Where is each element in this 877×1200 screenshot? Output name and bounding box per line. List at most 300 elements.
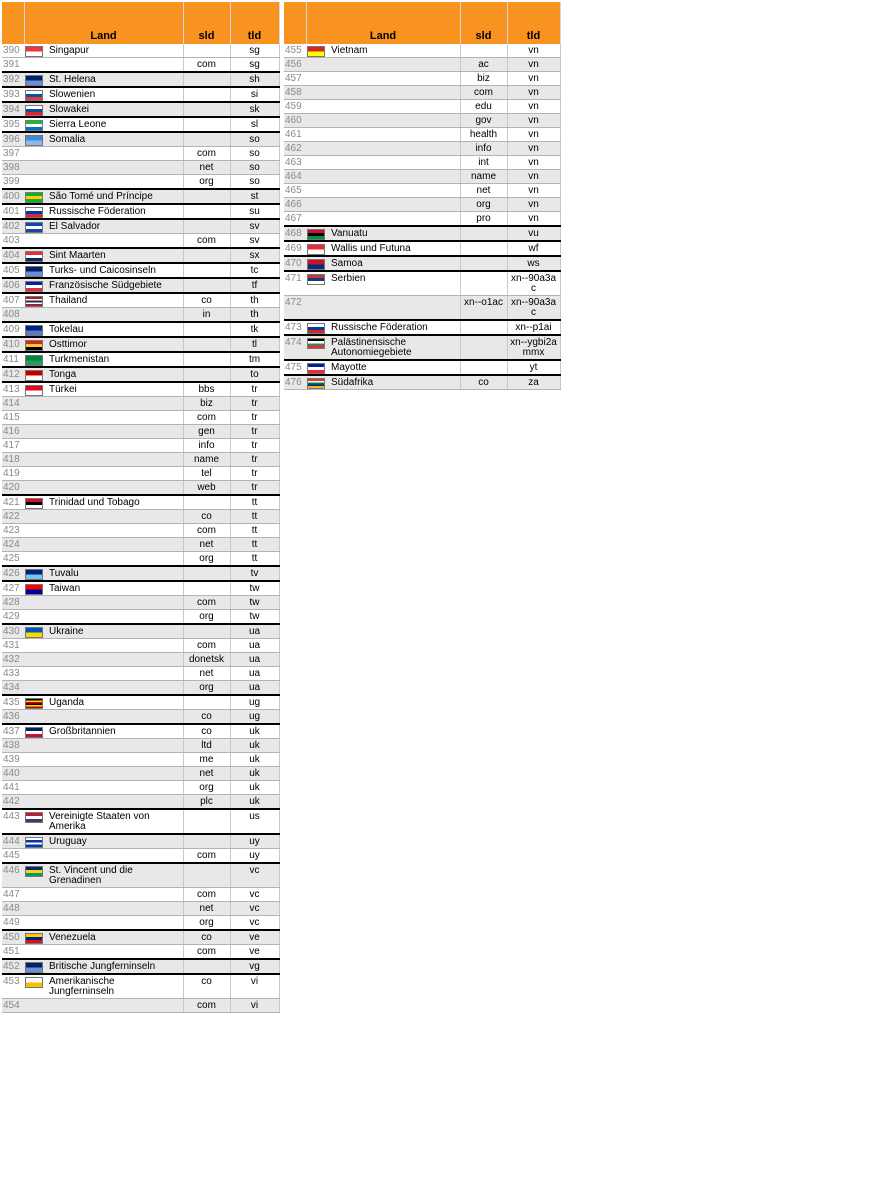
row-number: 390 (2, 44, 24, 58)
row-number: 435 (2, 695, 24, 710)
tld-value: sv (230, 219, 279, 234)
country-name: St. Helena (48, 72, 183, 87)
tld-value: uk (230, 795, 279, 810)
header-sld: sld (183, 2, 230, 44)
flag-si-icon (25, 90, 43, 101)
flag-cell (306, 86, 330, 100)
flag-tf-icon (25, 281, 43, 292)
table-row (2, 653, 279, 667)
table-row (2, 624, 279, 639)
table-row (2, 234, 279, 249)
country-name: Vanuatu (330, 226, 460, 241)
sld-value: com (183, 888, 230, 902)
country-name (48, 667, 183, 681)
sld-value: net (460, 184, 507, 198)
country-name: Tokelau (48, 322, 183, 337)
table-row (2, 999, 279, 1013)
country-name (48, 175, 183, 190)
flag-tt-icon (25, 498, 43, 509)
row-number: 456 (284, 58, 306, 72)
flag-cell (24, 293, 48, 308)
table-row (2, 610, 279, 625)
flag-cell (24, 322, 48, 337)
sld-value: ac (460, 58, 507, 72)
flag-cell (24, 795, 48, 810)
table-end (284, 390, 560, 391)
tld-value: th (230, 293, 279, 308)
country-name (330, 296, 460, 321)
table-row (284, 86, 560, 100)
sld-value: info (183, 439, 230, 453)
flag-sg-icon (25, 46, 43, 57)
tld-value: sl (230, 117, 279, 132)
table-row (284, 142, 560, 156)
table-row (2, 538, 279, 552)
table-row (284, 256, 560, 271)
tld-value: si (230, 87, 279, 102)
sld-value: name (183, 453, 230, 467)
sld-value (183, 352, 230, 367)
country-name (48, 795, 183, 810)
country-name (330, 212, 460, 227)
tld-value: uy (230, 849, 279, 864)
table-row (2, 945, 279, 960)
flag-cell (306, 320, 330, 335)
country-name: Britische Jungferninseln (48, 959, 183, 974)
flag-cell (24, 102, 48, 117)
tld-value: vn (507, 58, 560, 72)
table-row (284, 198, 560, 212)
tld-value: su (230, 204, 279, 219)
table-body (284, 44, 560, 390)
sld-value (183, 624, 230, 639)
country-name (48, 439, 183, 453)
flag-cell (306, 142, 330, 156)
flag-cell (24, 538, 48, 552)
row-number: 399 (2, 175, 24, 190)
country-name: Russische Föderation (48, 204, 183, 219)
tld-table-right (284, 2, 561, 390)
row-number: 441 (2, 781, 24, 795)
flag-cell (306, 58, 330, 72)
tld-value: sg (230, 58, 279, 73)
sld-value (183, 248, 230, 263)
row-number: 476 (284, 375, 306, 390)
flag-cell (306, 335, 330, 360)
tld-value: tr (230, 397, 279, 411)
table-row (284, 114, 560, 128)
sld-value: xn--o1ac (460, 296, 507, 321)
sld-value: org (183, 681, 230, 696)
row-number: 471 (284, 271, 306, 296)
tld-value: yt (507, 360, 560, 375)
tld-value: tt (230, 495, 279, 510)
flag-cell (24, 248, 48, 263)
country-name (48, 147, 183, 161)
tld-value: vi (230, 974, 279, 999)
tld-value: so (230, 175, 279, 190)
table-row (2, 44, 279, 58)
row-number: 439 (2, 753, 24, 767)
tld-value: vn (507, 72, 560, 86)
tld-value: za (507, 375, 560, 390)
country-name (330, 184, 460, 198)
flag-sh-icon (25, 75, 43, 86)
sld-value: com (460, 86, 507, 100)
table-row (2, 322, 279, 337)
tld-value: tw (230, 596, 279, 610)
tld-value: sh (230, 72, 279, 87)
sld-value: int (460, 156, 507, 170)
sld-value (460, 271, 507, 296)
flag-cell (24, 566, 48, 581)
flag-cell (24, 439, 48, 453)
row-number: 433 (2, 667, 24, 681)
header-sld: sld (460, 2, 507, 44)
table-row (284, 335, 560, 360)
flag-sx-icon (25, 251, 43, 262)
tld-value: tr (230, 481, 279, 496)
tld-value: st (230, 189, 279, 204)
table-row (284, 128, 560, 142)
flag-tl-icon (25, 340, 43, 351)
flag-vc-icon (25, 866, 43, 877)
flag-sv-icon (25, 222, 43, 233)
table-row (2, 147, 279, 161)
row-number: 469 (284, 241, 306, 256)
flag-cell (24, 753, 48, 767)
table-row (2, 72, 279, 87)
tld-value: vn (507, 128, 560, 142)
row-number: 465 (284, 184, 306, 198)
row-number: 452 (2, 959, 24, 974)
flag-cell (24, 834, 48, 849)
sld-value: net (183, 902, 230, 916)
flag-cell (24, 352, 48, 367)
country-name: Russische Föderation (330, 320, 460, 335)
row-number: 414 (2, 397, 24, 411)
table-row (284, 170, 560, 184)
sld-value: com (183, 411, 230, 425)
flag-cell (24, 337, 48, 352)
sld-value: co (183, 510, 230, 524)
flag-sl-icon (25, 120, 43, 131)
sld-value (183, 337, 230, 352)
flag-cell (306, 226, 330, 241)
tld-value: vc (230, 916, 279, 931)
sld-value (183, 959, 230, 974)
sld-value: net (183, 667, 230, 681)
flag-cell (24, 132, 48, 147)
sld-value: web (183, 481, 230, 496)
flag-cell (24, 382, 48, 397)
tld-value: sg (230, 44, 279, 58)
row-number: 451 (2, 945, 24, 960)
tld-value: tk (230, 322, 279, 337)
row-number: 417 (2, 439, 24, 453)
tld-value: tt (230, 538, 279, 552)
tld-value: uk (230, 753, 279, 767)
flag-cell (24, 175, 48, 190)
tld-value: vu (507, 226, 560, 241)
row-number: 416 (2, 425, 24, 439)
flag-cell (306, 271, 330, 296)
flag-cell (24, 902, 48, 916)
table-row (2, 219, 279, 234)
row-number: 401 (2, 204, 24, 219)
country-name (48, 710, 183, 725)
tld-value: tm (230, 352, 279, 367)
row-number: 468 (284, 226, 306, 241)
tld-value: ug (230, 710, 279, 725)
flag-cell (24, 809, 48, 834)
table-row (2, 767, 279, 781)
tld-value: tw (230, 581, 279, 596)
row-number: 463 (284, 156, 306, 170)
row-number: 403 (2, 234, 24, 249)
table-row (2, 552, 279, 567)
sld-value: co (183, 724, 230, 739)
table-row (284, 72, 560, 86)
flag-cell (24, 849, 48, 864)
tld-value: tt (230, 510, 279, 524)
row-number: 437 (2, 724, 24, 739)
table-row (2, 175, 279, 190)
table-row (2, 204, 279, 219)
header-row (284, 2, 560, 44)
row-number: 426 (2, 566, 24, 581)
country-name: Venezuela (48, 930, 183, 945)
table-row (2, 117, 279, 132)
row-number: 458 (284, 86, 306, 100)
sld-value (460, 44, 507, 58)
sld-value: com (183, 849, 230, 864)
flag-ua-icon (25, 627, 43, 638)
flag-cell (306, 156, 330, 170)
table-row (284, 156, 560, 170)
row-number: 466 (284, 198, 306, 212)
table-row (2, 724, 279, 739)
country-name: Mayotte (330, 360, 460, 375)
row-number: 475 (284, 360, 306, 375)
flag-cell (24, 916, 48, 931)
flag-cell (24, 72, 48, 87)
flag-cell (24, 524, 48, 538)
country-name (48, 538, 183, 552)
table-row (2, 189, 279, 204)
tld-value: uk (230, 767, 279, 781)
flag-cell (306, 375, 330, 390)
flag-cell (306, 256, 330, 271)
row-number: 438 (2, 739, 24, 753)
table-row (284, 241, 560, 256)
sld-value (183, 278, 230, 293)
tld-value: tf (230, 278, 279, 293)
tld-value: ve (230, 930, 279, 945)
country-name: St. Vincent und die Grenadinen (48, 863, 183, 888)
sld-value (183, 322, 230, 337)
sld-value (183, 695, 230, 710)
flag-cell (24, 767, 48, 781)
sld-value: com (183, 945, 230, 960)
row-number: 444 (2, 834, 24, 849)
flag-cell (306, 184, 330, 198)
sld-value: co (183, 974, 230, 999)
flag-cell (24, 888, 48, 902)
flag-tm-icon (25, 355, 43, 366)
tld-value: sv (230, 234, 279, 249)
flag-cell (306, 128, 330, 142)
row-number: 395 (2, 117, 24, 132)
tld-value: tv (230, 566, 279, 581)
sld-value: com (183, 639, 230, 653)
country-name (330, 86, 460, 100)
row-number: 455 (284, 44, 306, 58)
tld-value: vn (507, 212, 560, 227)
country-name (48, 397, 183, 411)
tld-value: ve (230, 945, 279, 960)
flag-cell (24, 147, 48, 161)
tld-value: vn (507, 170, 560, 184)
row-number: 432 (2, 653, 24, 667)
row-number: 422 (2, 510, 24, 524)
flag-cell (24, 710, 48, 725)
country-name (48, 610, 183, 625)
country-name: Turks- und Caicosinseln (48, 263, 183, 278)
country-name (330, 156, 460, 170)
tld-value: uy (230, 834, 279, 849)
country-name (330, 198, 460, 212)
flag-cell (24, 781, 48, 795)
row-number: 409 (2, 322, 24, 337)
sld-value: co (183, 930, 230, 945)
flag-cell (24, 610, 48, 625)
sld-value: in (183, 308, 230, 323)
header-number (2, 2, 24, 44)
country-name: Somalia (48, 132, 183, 147)
sld-value: pro (460, 212, 507, 227)
table-row (2, 930, 279, 945)
tld-value: ua (230, 639, 279, 653)
tld-value: vn (507, 44, 560, 58)
table-row (2, 248, 279, 263)
row-number: 445 (2, 849, 24, 864)
table-row (2, 739, 279, 753)
row-number: 423 (2, 524, 24, 538)
sld-value (183, 132, 230, 147)
row-number: 408 (2, 308, 24, 323)
tld-value: vn (507, 114, 560, 128)
flag-cell (24, 189, 48, 204)
table-row (2, 596, 279, 610)
flag-ve-icon (25, 933, 43, 944)
tld-value: xn--ygbi2ammx (507, 335, 560, 360)
table-row (284, 58, 560, 72)
sld-value (460, 320, 507, 335)
table-row (2, 974, 279, 999)
country-name: Slowenien (48, 87, 183, 102)
table-row (2, 566, 279, 581)
tld-value: to (230, 367, 279, 382)
row-number: 407 (2, 293, 24, 308)
tld-value: uk (230, 724, 279, 739)
sld-value: health (460, 128, 507, 142)
tld-value: ua (230, 681, 279, 696)
flag-cell (24, 724, 48, 739)
country-name: Türkei (48, 382, 183, 397)
row-number: 402 (2, 219, 24, 234)
tld-value: tw (230, 610, 279, 625)
sld-value (183, 566, 230, 581)
row-number: 474 (284, 335, 306, 360)
country-name: Vietnam (330, 44, 460, 58)
table-row (2, 102, 279, 117)
country-name (48, 999, 183, 1013)
flag-rs-icon (307, 274, 325, 285)
country-name: Singapur (48, 44, 183, 58)
flag-cell (24, 653, 48, 667)
flag-to-icon (25, 370, 43, 381)
header-tld: tld (507, 2, 560, 44)
sld-value (183, 189, 230, 204)
flag-za-icon (307, 378, 325, 389)
row-number: 460 (284, 114, 306, 128)
sld-value: com (183, 524, 230, 538)
flag-st-icon (25, 192, 43, 203)
table-row (2, 667, 279, 681)
tld-value: tr (230, 453, 279, 467)
flag-cell (24, 681, 48, 696)
country-name: Uganda (48, 695, 183, 710)
table-row (2, 695, 279, 710)
flag-cell (24, 863, 48, 888)
row-number: 457 (284, 72, 306, 86)
row-number: 397 (2, 147, 24, 161)
flag-sk-icon (25, 105, 43, 116)
row-number: 405 (2, 263, 24, 278)
table-row (2, 293, 279, 308)
table-row (2, 87, 279, 102)
row-number: 459 (284, 100, 306, 114)
sld-value: biz (460, 72, 507, 86)
header-row (2, 2, 279, 44)
row-number: 398 (2, 161, 24, 175)
flag-tk-icon (25, 325, 43, 336)
sld-value (183, 809, 230, 834)
flag-cell (24, 581, 48, 596)
tld-value: tr (230, 382, 279, 397)
row-number: 436 (2, 710, 24, 725)
flag-ws-icon (307, 259, 325, 270)
flag-cell (24, 308, 48, 323)
row-number: 434 (2, 681, 24, 696)
sld-value: com (183, 596, 230, 610)
sld-value (183, 102, 230, 117)
table-row (2, 863, 279, 888)
tld-value: tr (230, 467, 279, 481)
row-number: 421 (2, 495, 24, 510)
row-number: 412 (2, 367, 24, 382)
country-name (330, 100, 460, 114)
sld-value (183, 117, 230, 132)
tld-value: th (230, 308, 279, 323)
table-row (2, 278, 279, 293)
table-row (2, 753, 279, 767)
header-number (284, 2, 306, 44)
table-row (2, 397, 279, 411)
table-row (2, 453, 279, 467)
country-name: Thailand (48, 293, 183, 308)
